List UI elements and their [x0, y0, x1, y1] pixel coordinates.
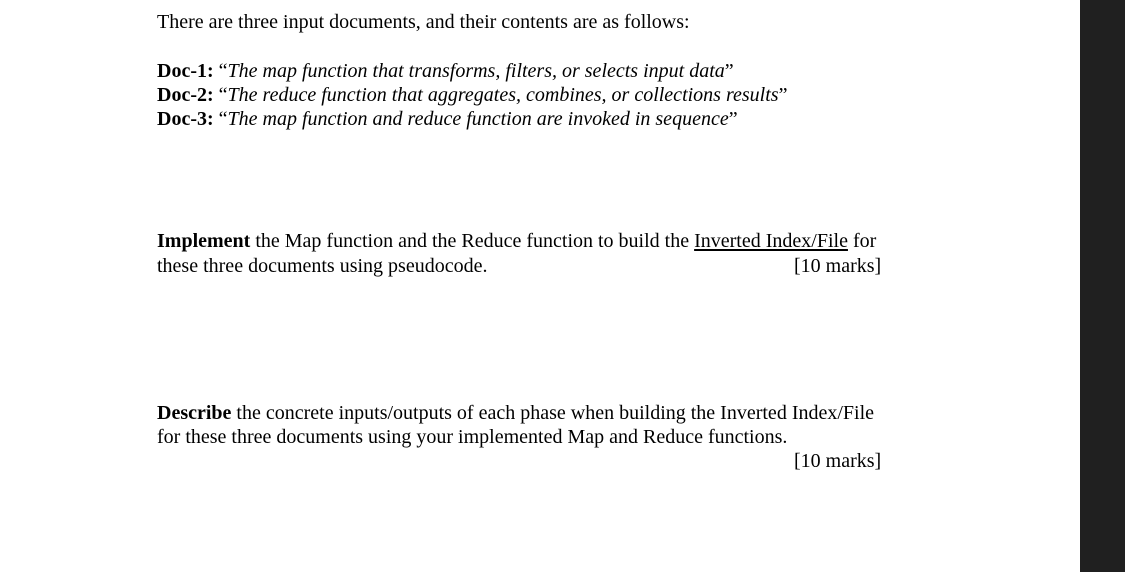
question-2-keyword: Describe — [157, 402, 232, 424]
intro-text: There are three input documents, and their contents are as follows: — [157, 11, 690, 33]
question-2-text-a: the concrete inputs/outputs of each phase when building the Inverted Index/File — [231, 402, 875, 424]
doc-1-content: The map function that transforms, filters, or selects input data — [227, 60, 725, 82]
question-1-line-1 — [157, 229, 876, 253]
open-quote: “ — [218, 108, 228, 130]
doc-3-line — [157, 107, 738, 131]
doc-2-line — [157, 83, 787, 107]
doc-2-label: Doc-2: — [157, 84, 214, 106]
question-1-text-a: the Map function and the Reduce function to build the — [250, 230, 695, 252]
open-quote: “ — [218, 60, 228, 82]
doc-2-content: The reduce function that aggregates, combines, or collections results — [227, 84, 779, 106]
close-quote: ” — [778, 84, 788, 106]
scrollbar-gutter[interactable] — [1080, 0, 1125, 572]
question-1-marks: [10 marks] — [794, 255, 882, 277]
close-quote: ” — [724, 60, 734, 82]
question-1-keyword: Implement — [157, 230, 251, 252]
doc-3-label: Doc-3: — [157, 108, 214, 130]
inverted-index-term: Inverted Index/File — [694, 230, 848, 252]
question-1-line-2: these three documents using pseudocode. — [157, 255, 488, 277]
open-quote: “ — [218, 84, 228, 106]
question-2-line-1 — [157, 401, 874, 425]
doc-1-line — [157, 59, 734, 83]
question-2-line-2: for these three documents using your implemented Map and Reduce functions. — [157, 426, 788, 448]
doc-3-content: The map function and reduce function are invoked in sequence — [227, 108, 729, 130]
question-2-marks: [10 marks] — [794, 450, 882, 472]
question-1-text-b: for — [847, 230, 877, 252]
doc-1-label: Doc-1: — [157, 60, 214, 82]
close-quote: ” — [728, 108, 738, 130]
